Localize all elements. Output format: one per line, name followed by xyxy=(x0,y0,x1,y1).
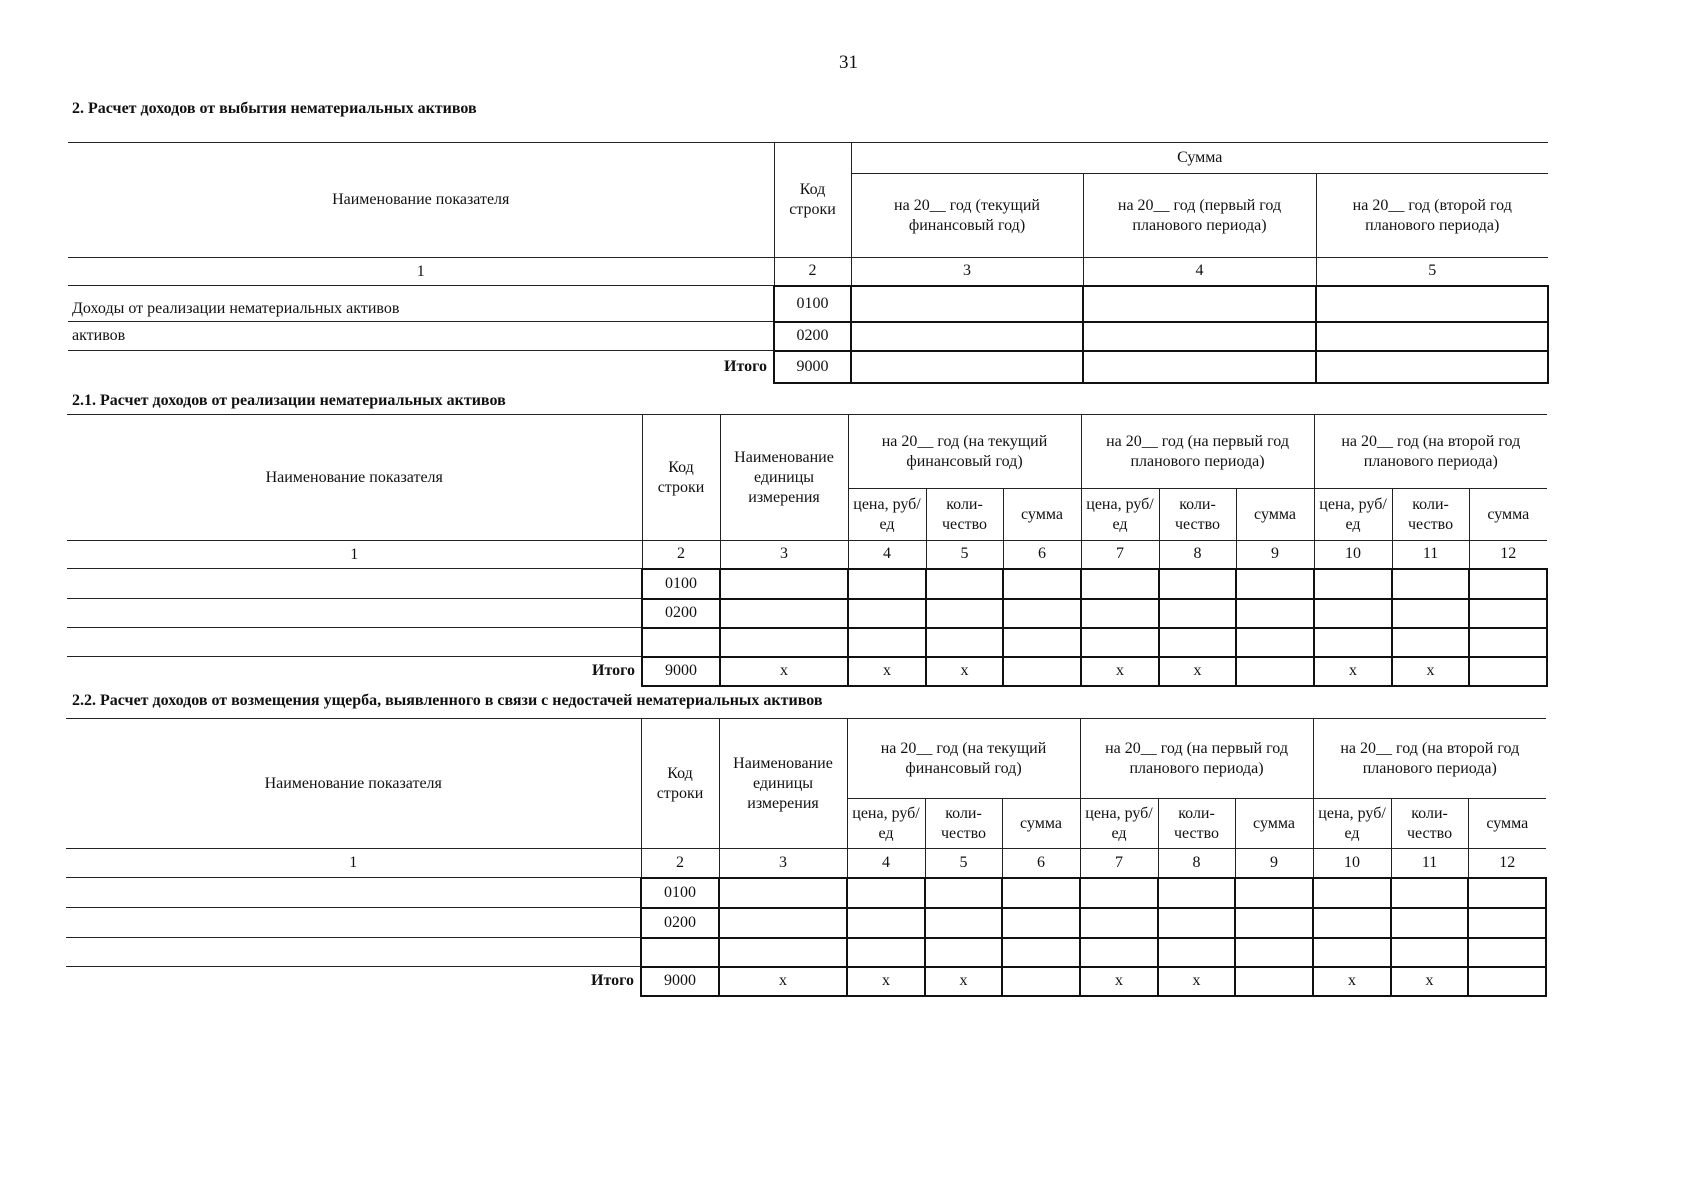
value-cell[interactable] xyxy=(1392,569,1469,599)
header-unit: Наименование единицы измерения xyxy=(719,719,847,849)
value-cell[interactable] xyxy=(1313,908,1391,938)
value-cell[interactable] xyxy=(925,908,1002,938)
header-sum: сумма xyxy=(1236,489,1314,541)
value-cell[interactable] xyxy=(1003,628,1081,657)
value-cell[interactable] xyxy=(1002,878,1080,908)
header-price: цена, руб/ед xyxy=(1081,489,1159,541)
value-cell[interactable] xyxy=(1236,569,1314,599)
value-cell[interactable] xyxy=(1236,628,1314,657)
row-name[interactable] xyxy=(67,569,642,599)
total-label: Итого xyxy=(591,972,634,990)
col-number: 5 xyxy=(925,849,1002,878)
table-row xyxy=(66,938,1546,967)
x-mark: x xyxy=(847,967,925,996)
col-number: 8 xyxy=(1158,849,1235,878)
value-cell[interactable] xyxy=(1468,938,1546,967)
col-number: 7 xyxy=(1081,541,1159,569)
x-mark: x xyxy=(1158,967,1235,996)
header-name: Наименование показателя xyxy=(68,143,774,258)
x-mark: x xyxy=(1391,967,1468,996)
value-cell[interactable] xyxy=(1469,628,1547,657)
value-cell[interactable] xyxy=(1391,878,1468,908)
header-code: Код строки xyxy=(774,143,851,258)
value-cell[interactable] xyxy=(926,599,1003,628)
row-name[interactable] xyxy=(66,908,641,938)
value-cell[interactable] xyxy=(1316,322,1548,351)
row-name: Доходы от реализации нематериальных активов xyxy=(68,286,774,322)
value-cell[interactable] xyxy=(1003,657,1081,686)
x-mark: x xyxy=(1392,657,1469,686)
row-code: 0200 xyxy=(641,908,719,938)
col-number: 6 xyxy=(1002,849,1080,878)
header-sum: сумма xyxy=(1003,489,1081,541)
value-cell[interactable] xyxy=(1080,878,1158,908)
x-mark: x xyxy=(720,657,848,686)
total-code: 9000 xyxy=(774,351,851,383)
x-mark: x xyxy=(1313,967,1391,996)
column-numbers-row xyxy=(67,541,1547,569)
value-cell[interactable] xyxy=(851,351,1083,383)
col-number: 6 xyxy=(1003,541,1081,569)
value-cell[interactable] xyxy=(1316,351,1548,383)
value-cell[interactable] xyxy=(848,628,926,657)
header-year-first-plan: на 20__ год (на первый год планового периода) xyxy=(1081,415,1314,489)
value-cell[interactable] xyxy=(1159,628,1236,657)
x-mark: x xyxy=(926,657,1003,686)
section-2-1-title: 2.1. Расчет доходов от реализации нематериальных активов xyxy=(72,392,506,409)
value-cell[interactable] xyxy=(1392,628,1469,657)
value-cell[interactable] xyxy=(1081,628,1159,657)
value-cell[interactable] xyxy=(1469,569,1547,599)
section-2-2-table xyxy=(66,718,1547,997)
section-2-2-title: 2.2. Расчет доходов от возмещения ущерба, выявленного в связи с недостачей нематериальных активов xyxy=(72,692,823,709)
col-number: 3 xyxy=(720,541,848,569)
header-price: цена, руб/ед xyxy=(1314,489,1392,541)
header-year-current: на 20__ год (на текущий финансовый год) xyxy=(848,415,1081,489)
unit-cell[interactable] xyxy=(719,938,847,967)
row-name[interactable] xyxy=(67,599,642,628)
col-number: 10 xyxy=(1313,849,1391,878)
header-qty: коли-чество xyxy=(1159,489,1236,541)
col-number: 11 xyxy=(1392,541,1469,569)
table-row xyxy=(66,878,1546,908)
page-number: 31 xyxy=(839,52,858,73)
col-number: 9 xyxy=(1236,541,1314,569)
value-cell[interactable] xyxy=(926,569,1003,599)
unit-cell[interactable] xyxy=(719,878,847,908)
header-code: Код строки xyxy=(642,415,720,541)
value-cell[interactable] xyxy=(1468,908,1546,938)
value-cell[interactable] xyxy=(1391,908,1468,938)
total-code: 9000 xyxy=(642,657,720,686)
row-name[interactable] xyxy=(67,628,642,657)
header-sum: сумма xyxy=(1487,505,1530,523)
value-cell[interactable] xyxy=(926,628,1003,657)
row-code: 0200 xyxy=(774,322,851,351)
col-number: 5 xyxy=(926,541,1003,569)
col-number: 7 xyxy=(1080,849,1158,878)
col-number: 1 xyxy=(67,541,642,569)
unit-cell[interactable] xyxy=(719,908,847,938)
header-code: Код строки xyxy=(641,719,719,849)
x-mark: x xyxy=(848,657,926,686)
col-number: 8 xyxy=(1159,541,1236,569)
header-year-second-plan: на 20__ год (на второй год планового периода) xyxy=(1313,719,1546,799)
total-row xyxy=(66,967,1546,996)
col-number: 1 xyxy=(66,849,641,878)
col-number: 10 xyxy=(1314,541,1392,569)
row-name[interactable] xyxy=(66,878,641,908)
x-mark: x xyxy=(1159,657,1236,686)
col-number: 12 xyxy=(1469,541,1547,569)
value-cell[interactable] xyxy=(1468,878,1546,908)
value-cell[interactable] xyxy=(1469,657,1547,686)
value-cell[interactable] xyxy=(848,599,926,628)
value-cell[interactable] xyxy=(1468,967,1546,996)
x-mark: x xyxy=(1314,657,1392,686)
header-sum: сумма xyxy=(1235,799,1313,849)
value-cell[interactable] xyxy=(1314,628,1392,657)
header-year-current: на 20__ год (на текущий финансовый год) xyxy=(847,719,1080,799)
value-cell[interactable] xyxy=(925,938,1002,967)
col-number: 12 xyxy=(1468,849,1546,878)
unit-cell[interactable] xyxy=(720,599,848,628)
col-number: 2 xyxy=(642,541,720,569)
header-name: Наименование показателя xyxy=(66,719,641,849)
value-cell[interactable] xyxy=(1392,599,1469,628)
value-cell[interactable] xyxy=(1391,938,1468,967)
col-number: 4 xyxy=(1083,258,1316,286)
col-number: 1 xyxy=(68,258,774,286)
header-unit: Наименование единицы измерения xyxy=(720,415,848,541)
header-qty: коли-чество xyxy=(1158,799,1235,849)
header-year-first-plan: на 20__ год (на первый год планового периода) xyxy=(1080,719,1313,799)
header-name: Наименование показателя xyxy=(67,415,642,541)
value-cell[interactable] xyxy=(1159,569,1236,599)
header-year-current: на 20__ год (текущий финансовый год) xyxy=(851,174,1083,258)
table-row xyxy=(68,322,1548,351)
value-cell[interactable] xyxy=(1002,967,1080,996)
col-number: 2 xyxy=(774,258,851,286)
header-qty: коли-чество xyxy=(1391,799,1468,849)
value-cell[interactable] xyxy=(1314,599,1392,628)
value-cell[interactable] xyxy=(1313,938,1391,967)
column-numbers-row xyxy=(68,258,1548,286)
value-cell[interactable] xyxy=(1235,938,1313,967)
value-cell[interactable] xyxy=(925,878,1002,908)
section-2-title: 2. Расчет доходов от выбытия нематериальных активов xyxy=(72,100,477,117)
value-cell[interactable] xyxy=(1158,908,1235,938)
col-number: 11 xyxy=(1391,849,1468,878)
value-cell[interactable] xyxy=(1081,569,1159,599)
value-cell[interactable] xyxy=(1158,878,1235,908)
value-cell[interactable] xyxy=(1003,569,1081,599)
value-cell[interactable] xyxy=(1083,322,1316,351)
value-cell[interactable] xyxy=(847,878,925,908)
value-cell[interactable] xyxy=(1158,938,1235,967)
value-cell[interactable] xyxy=(1081,599,1159,628)
col-number: 2 xyxy=(641,849,719,878)
value-cell[interactable] xyxy=(1235,908,1313,938)
value-cell[interactable] xyxy=(847,908,925,938)
total-row xyxy=(68,351,1548,383)
header-sum: сумма xyxy=(1486,814,1529,832)
table-row xyxy=(67,628,1547,657)
col-number: 9 xyxy=(1235,849,1313,878)
x-mark: x xyxy=(925,967,1002,996)
value-cell[interactable] xyxy=(1159,599,1236,628)
col-number: 5 xyxy=(1316,258,1548,286)
header-qty: коли-чество xyxy=(925,799,1002,849)
value-cell[interactable] xyxy=(1236,657,1314,686)
value-cell[interactable] xyxy=(1314,569,1392,599)
table-row xyxy=(67,569,1547,599)
value-cell[interactable] xyxy=(851,286,1083,322)
col-number: 3 xyxy=(851,258,1083,286)
value-cell[interactable] xyxy=(1313,878,1391,908)
value-cell[interactable] xyxy=(1316,286,1548,322)
value-cell[interactable] xyxy=(1236,599,1314,628)
table-row xyxy=(68,286,1548,322)
value-cell[interactable] xyxy=(1469,599,1547,628)
header-qty: коли-чество xyxy=(926,489,1003,541)
value-cell[interactable] xyxy=(847,938,925,967)
header-price: цена, руб/ед xyxy=(847,799,925,849)
column-numbers-row xyxy=(66,849,1546,878)
value-cell[interactable] xyxy=(851,322,1083,351)
value-cell[interactable] xyxy=(1003,599,1081,628)
row-name: активов xyxy=(68,322,774,351)
value-cell[interactable] xyxy=(848,569,926,599)
value-cell[interactable] xyxy=(1002,938,1080,967)
value-cell[interactable] xyxy=(1235,967,1313,996)
row-code xyxy=(641,938,719,967)
row-code: 0100 xyxy=(641,878,719,908)
section-2-table xyxy=(68,142,1549,384)
unit-cell[interactable] xyxy=(720,628,848,657)
section-2-1-table xyxy=(67,414,1548,687)
value-cell[interactable] xyxy=(1083,351,1316,383)
row-code: 0100 xyxy=(774,286,851,322)
x-mark: x xyxy=(719,967,847,996)
col-number: 3 xyxy=(719,849,847,878)
header-price: цена, руб/ед xyxy=(1313,799,1391,849)
total-label: Итого xyxy=(724,357,767,375)
value-cell[interactable] xyxy=(1080,908,1158,938)
total-row xyxy=(67,657,1547,686)
value-cell[interactable] xyxy=(1235,878,1313,908)
header-price: цена, руб/ед xyxy=(848,489,926,541)
value-cell[interactable] xyxy=(1002,908,1080,938)
header-year-second-plan: на 20__ год (на второй год планового периода) xyxy=(1314,415,1547,489)
value-cell[interactable] xyxy=(1083,286,1316,322)
header-year-second-plan: на 20__ год (второй год планового периода) xyxy=(1352,196,1512,234)
table-row xyxy=(67,599,1547,628)
header-qty: коли-чество xyxy=(1392,489,1469,541)
x-mark: x xyxy=(1080,967,1158,996)
col-number: 4 xyxy=(848,541,926,569)
table-row xyxy=(66,908,1546,938)
header-sum: Сумма xyxy=(851,143,1548,174)
header-price: цена, руб/ед xyxy=(1080,799,1158,849)
header-sum: сумма xyxy=(1002,799,1080,849)
row-name[interactable] xyxy=(66,938,641,967)
row-code: 0100 xyxy=(642,569,720,599)
x-mark: x xyxy=(1081,657,1159,686)
header-year-first-plan: на 20__ год (первый год планового периода) xyxy=(1083,174,1316,258)
total-label: Итого xyxy=(592,662,635,680)
unit-cell[interactable] xyxy=(720,569,848,599)
col-number: 4 xyxy=(847,849,925,878)
row-code: 0200 xyxy=(642,599,720,628)
value-cell[interactable] xyxy=(1080,938,1158,967)
total-code: 9000 xyxy=(641,967,719,996)
row-code xyxy=(642,628,720,657)
